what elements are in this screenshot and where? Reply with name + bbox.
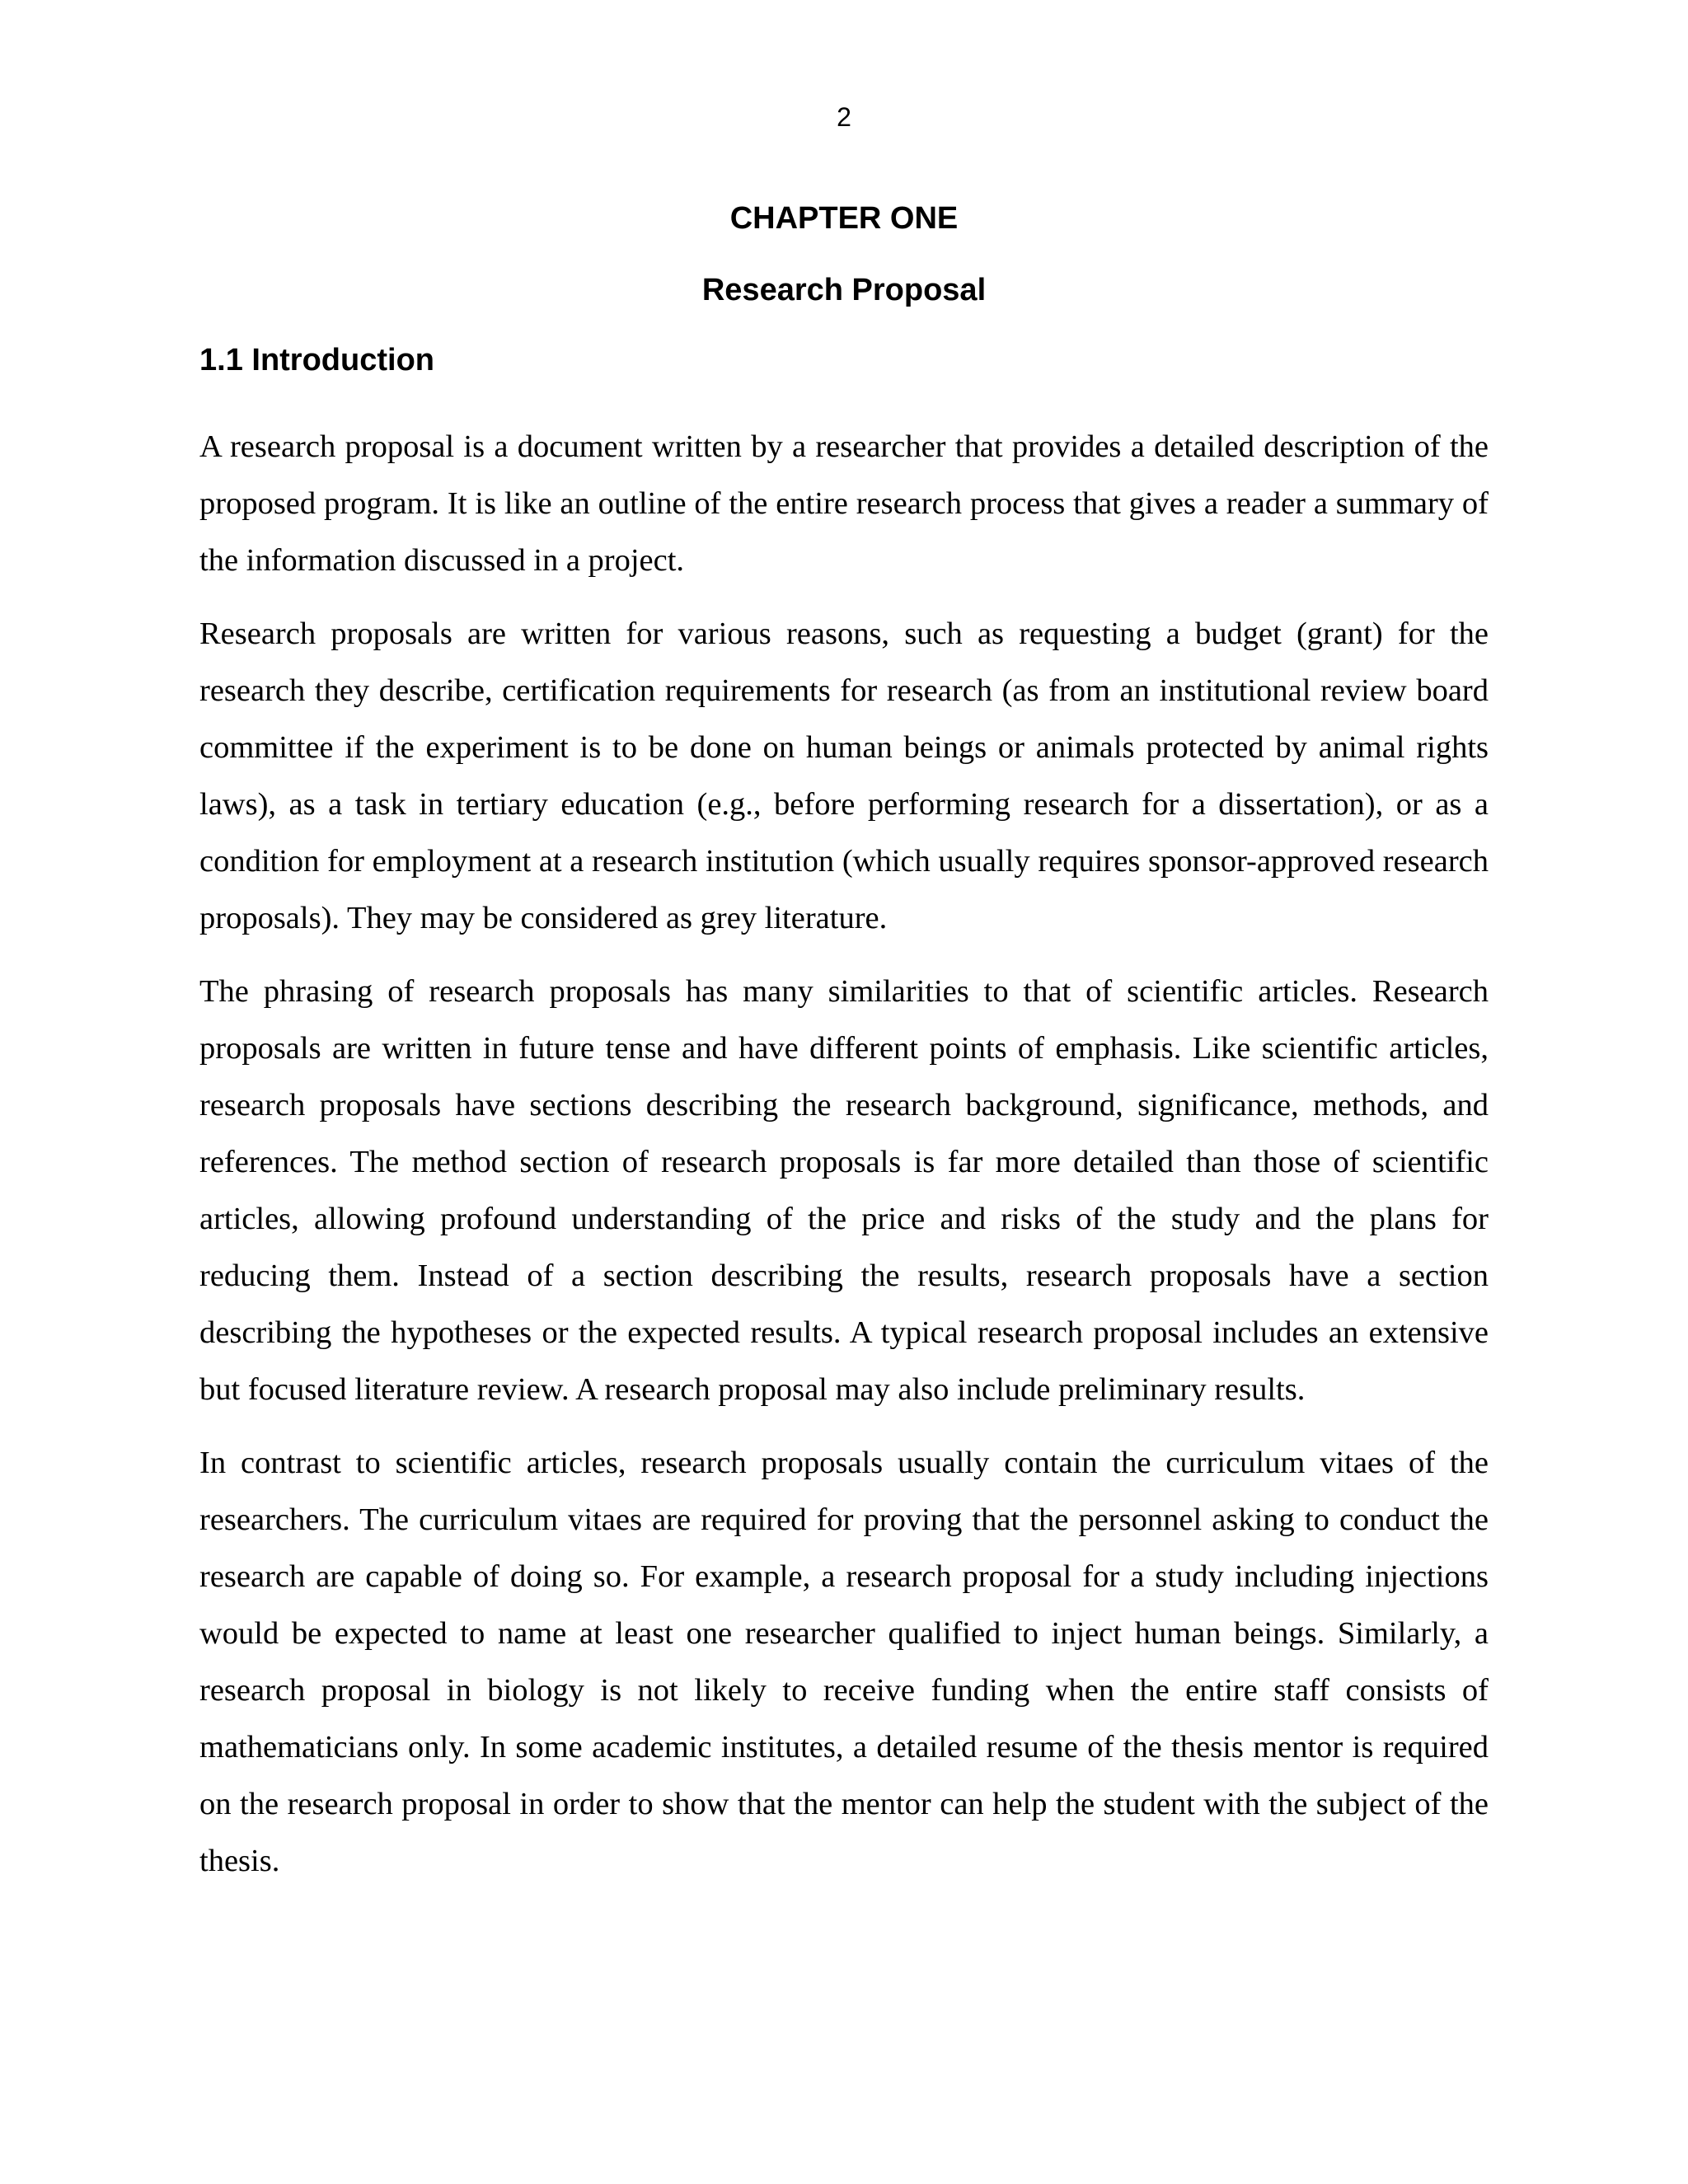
paragraph-3: The phrasing of research proposals has many similarities to that of scientific articles. Research proposals are written in future tense and have different points of emphasis. Like scientific articles, research proposals have sections describing the research background, significance, methods, and references. The method section of research proposals is far more detailed than those of scientific articles, allowing profound understanding of the price and risks of the study and the plans for reducing them. Instead of a section describing the results, research proposals have a section describing the hypotheses or the expected results. A typical research proposal includes an extensive but focused literature review. A research proposal may also include preliminary results. <box>199 974 1489 1407</box>
paragraph-2: Research proposals are written for various reasons, such as requesting a budget (grant) for the research they describe, certification requirements for research (as from an institutional review board committee if the experiment is to be done on human beings or animals protected by animal rights laws), as a task in tertiary education (e.g., before performing research for a dissertation), or as a condition for employment at a research institution (which usually requires sponsor-approved research proposals). They may be considered as grey literature. <box>199 616 1489 935</box>
page-number: 2 <box>837 102 851 132</box>
section-heading: 1.1 Introduction <box>199 343 434 377</box>
section-body <box>199 419 1489 1906</box>
chapter-subtitle: Research Proposal <box>701 273 987 307</box>
paragraph-4: In contrast to scientific articles, research proposals usually contain the curriculum vitaes of the researchers. The curriculum vitaes are required for proving that the personnel asking to conduct the research are capable of doing so. For example, a research proposal for a study including injections would be expected to name at least one researcher qualified to inject human beings. Similarly, a research proposal in biology is not likely to receive funding when the entire staff consists of mathematicians only. In some academic institutes, a detailed resume of the thesis mentor is required on the research proposal in order to show that the mentor can help the student with the subject of the thesis. <box>199 1446 1489 1878</box>
chapter-title: CHAPTER ONE <box>729 201 959 236</box>
paragraph-1: A research proposal is a document written by a researcher that provides a detailed description of the proposed program. It is like an outline of the entire research process that gives a reader a summary of the information discussed in a project. <box>199 429 1489 578</box>
